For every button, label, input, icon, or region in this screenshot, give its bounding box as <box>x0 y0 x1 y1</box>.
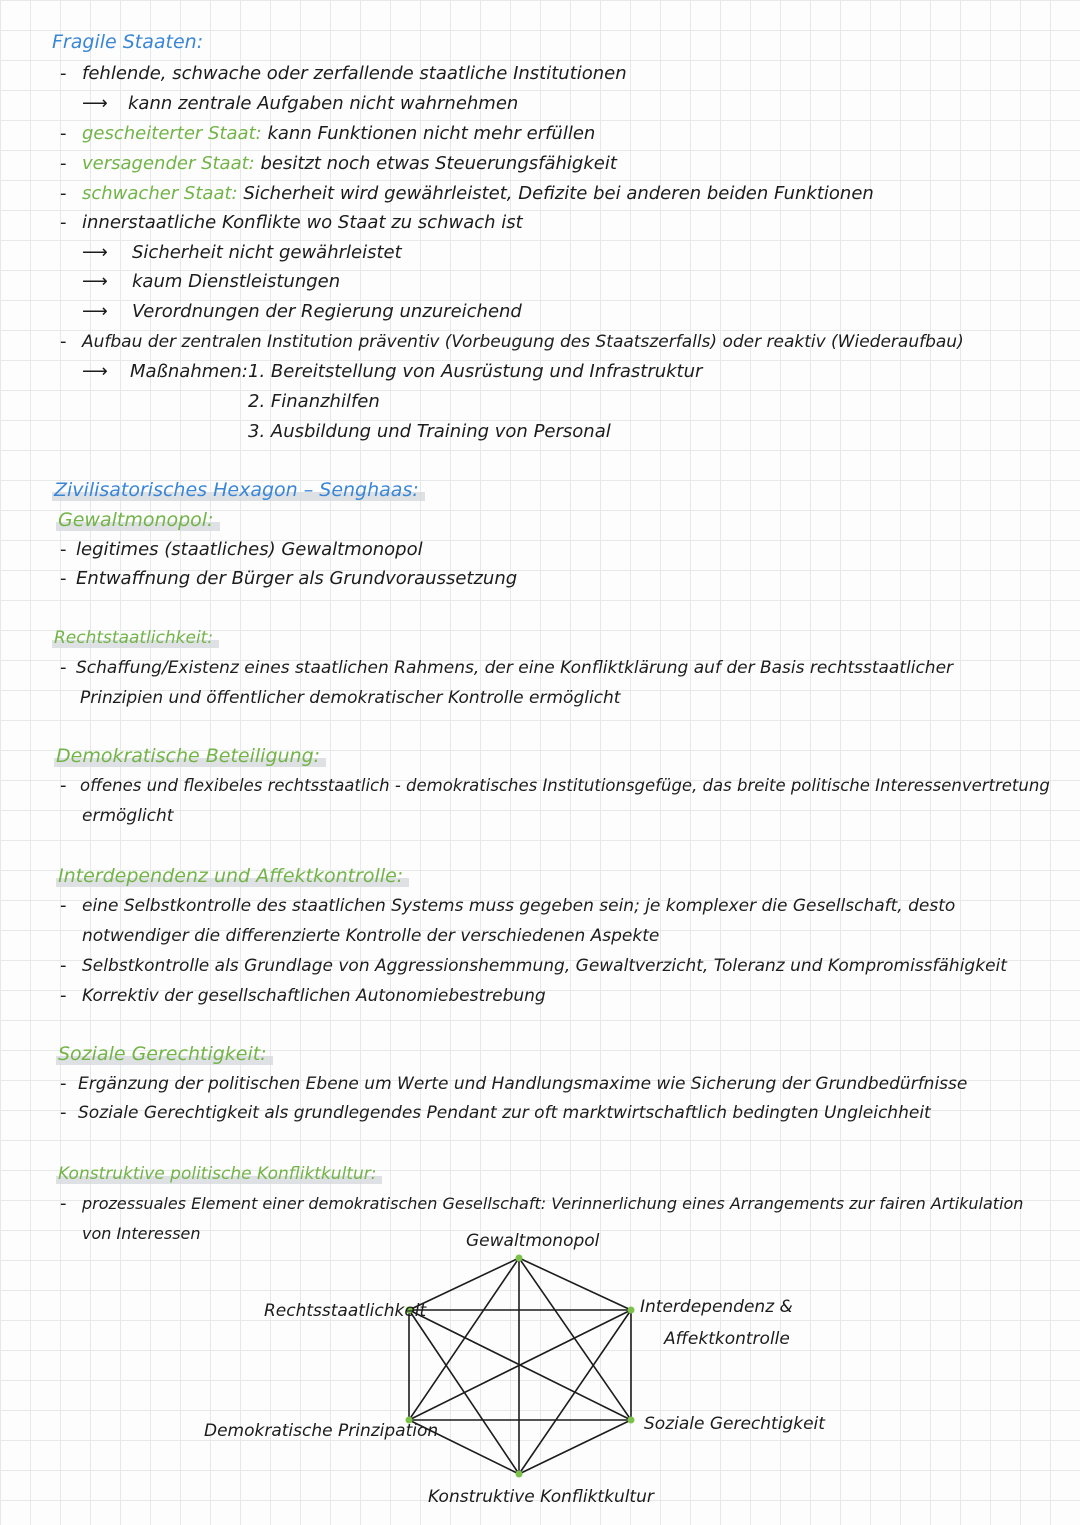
hexagon-node-top <box>516 1255 523 1262</box>
arrow-icon: ⟶ <box>82 242 108 263</box>
hexagon-connection-14 <box>409 1310 519 1474</box>
arrow-icon: ⟶ <box>82 93 108 114</box>
node-label-upper-right-2: Affektkontrolle <box>664 1329 790 1349</box>
list-item: schwacher Staat: Sicherheit wird gewährleistet, Defizite bei anderen beiden Funktionen <box>82 183 874 204</box>
section-title-gewalt: Gewaltmonopol: <box>56 508 220 532</box>
list-item: gescheiterter Staat: kann Funktionen nicht mehr erfüllen <box>82 123 596 144</box>
list-item: Prinzipien und öffentlicher demokratischer Kontrolle ermöglicht <box>80 688 621 708</box>
hexagon-title: Zivilisatorisches Hexagon – Senghaas: <box>52 478 425 502</box>
hexagon-connection-10 <box>519 1420 631 1474</box>
term: versagender Staat: <box>82 153 255 174</box>
hexagon-edges <box>409 1258 631 1474</box>
node-label-lower-right: Soziale Gerechtigkeit <box>644 1414 825 1434</box>
list-item: legitimes (staatliches) Gewaltmonopol <box>76 539 423 560</box>
list-item: 3. Ausbildung und Training von Personal <box>248 421 611 442</box>
section-title-konflikt: Konstruktive politische Konfliktkultur: <box>56 1162 382 1186</box>
hexagon-connection-4 <box>409 1258 519 1420</box>
notes-page: Fragile Staaten: - fehlende, schwache oder zerfallende staatliche Institutionen ⟶ kann zentrale Aufgaben nicht wahrnehmen - gescheiterter Staat: kann Funktionen nicht mehr erfüllen - versagender Staat: besitzt noch etwas Steuerungsfähigkeit - schwacher Staat: Sicherheit wird gewährleistet, Defizite bei anderen beiden Funktionen - innerstaatliche Konflikte wo Staat zu schwach ist ⟶ Sicherheit nicht gewährleistet ⟶ kaum Dienstleistungen ⟶ Verordnungen der Regierung unzureichend - Aufbau der zentralen Institution präventiv (Vorbeugung des Staatszerfalls) oder reaktiv (Wiederaufbau) ⟶ Maßnahmen: 1. Bereitstellung von Ausrüstung und Infrastruktur 2. Finanzhilfen 3. Ausbildung und Training von Personal Zivilisatorisches Hexagon – Senghaas: Gewaltmonopol: - legitimes (staatliches) Gewaltmonopol - Entwaffnung der Bürger als Grundvoraussetzung Rechtstaatlichkeit: - Schaffung/Existenz eines staatlichen Rahmens, der eine Konfliktklärung auf der Basis rechtsstaatlicher Prinzipien und öffentlicher demokratischer Kontrolle ermöglicht Demokratische Beteiligung: - offenes und flexibeles rechtsstaatlich - demokratisches Institutionsgefüge, das breite politische Interessenvertretung ermöglicht Interdependenz und Affektkontrolle: - eine Selbstkontrolle des staatlichen Systems muss gegeben sein; je komplexer die Gesellschaft, desto notwendiger die differenzierte Kontrolle der verschiedenen Aspekte - Selbstkontrolle als Grundlage von Aggressionshemmung, Gewaltverzicht, Toleranz und Kompromissfähigkeit - Korrektiv der gesellschaftlichen Autonomiebestrebung Soziale Gerechtigkeit: - Ergänzung der politischen Ebene um Werte und Handlungsmaxime wie Sicherung der Grundbedürfnisse - Soziale Gerechtigkeit als grundlegendes Pendant zur oft marktwirtschaftlich bedingten Ungleichheit Konstruktive politische Konfliktkultur: - prozessuales Element einer demokratischen Gesellschaft: Verinnerlichung eines Arrangements zur fairen Artikulation von Interessen Gewaltmonopol Rechtsstaatlichkeit Interdependenz & Affektkontrolle Demokratische Prinzipation Soziale Gerechtigkeit Konstruktive Konfliktkultur <box>0 0 1080 1525</box>
list-item: Verordnungen der Regierung unzureichend <box>132 301 522 322</box>
list-item: Sicherheit nicht gewährleistet <box>132 242 402 263</box>
section-title-sozial: Soziale Gerechtigkeit: <box>56 1042 273 1066</box>
hexagon-node-upper-right <box>628 1307 635 1314</box>
node-label-top: Gewaltmonopol <box>466 1231 600 1251</box>
list-item: ermöglicht <box>82 806 174 826</box>
term: schwacher Staat: <box>82 183 238 204</box>
arrow-icon: ⟶ <box>82 271 108 292</box>
list-item: Selbstkontrolle als Grundlage von Aggressionshemmung, Gewaltverzicht, Toleranz und Kompromissfähigkeit <box>82 956 1007 976</box>
term: gescheiterter Staat: <box>82 123 262 144</box>
list-item: Korrektiv der gesellschaftlichen Autonomiebestrebung <box>82 986 546 1006</box>
arrow-icon: ⟶ <box>82 361 108 382</box>
section-title-inter: Interdependenz und Affektkontrolle: <box>56 864 409 888</box>
section-title-recht: Rechtstaatlichkeit: <box>52 626 219 650</box>
list-item: kann zentrale Aufgaben nicht wahrnehmen <box>128 93 519 114</box>
list-item: Aufbau der zentralen Institution präventiv (Vorbeugung des Staatszerfalls) oder reaktiv (Wiederaufbau) <box>82 332 964 352</box>
list-item: 2. Finanzhilfen <box>248 391 380 412</box>
section-title-demo: Demokratische Beteiligung: <box>54 744 326 768</box>
list-item: kaum Dienstleistungen <box>132 271 341 292</box>
hexagon-connection-1 <box>519 1258 631 1310</box>
list-item: Soziale Gerechtigkeit als grundlegendes Pendant zur oft marktwirtschaftlich bedingten Ungleichheit <box>78 1103 931 1123</box>
list-item: fehlende, schwache oder zerfallende staatliche Institutionen <box>82 63 627 84</box>
list-item: offenes und flexibeles rechtsstaatlich - demokratisches Institutionsgefüge, das breite politische Interessenvertretung <box>80 776 1050 795</box>
measures-label: Maßnahmen: <box>130 361 248 382</box>
hexagon-connection-2 <box>519 1258 631 1420</box>
fragile-title: Fragile Staaten: <box>52 31 204 53</box>
arrow-icon: ⟶ <box>82 301 108 322</box>
list-item: eine Selbstkontrolle des staatlichen Systems muss gegeben sein; je komplexer die Gesellschaft, desto <box>82 896 956 916</box>
hexagon-node-lower-right <box>628 1417 635 1424</box>
list-item: Entwaffnung der Bürger als Grundvoraussetzung <box>76 568 518 589</box>
hexagon-nodes <box>406 1255 635 1478</box>
list-item: innerstaatliche Konflikte wo Staat zu schwach ist <box>82 212 523 233</box>
hexagon-node-bottom <box>516 1471 523 1478</box>
node-label-upper-left: Rechtsstaatlichkeit <box>264 1301 427 1321</box>
node-label-bottom: Konstruktive Konfliktkultur <box>428 1487 654 1507</box>
list-item: 1. Bereitstellung von Ausrüstung und Infrastruktur <box>248 361 703 382</box>
list-item: Ergänzung der politischen Ebene um Werte und Handlungsmaxime wie Sicherung der Grundbedürfnisse <box>78 1074 968 1094</box>
list-item: von Interessen <box>82 1224 201 1243</box>
list-item: notwendiger die differenzierte Kontrolle der verschiedenen Aspekte <box>82 926 660 946</box>
list-item: versagender Staat: besitzt noch etwas Steuerungsfähigkeit <box>82 153 617 174</box>
list-item: prozessuales Element einer demokratischen Gesellschaft: Verinnerlichung eines Arrangements zur fairen Artikulation <box>82 1194 1024 1213</box>
list-item: Schaffung/Existenz eines staatlichen Rahmens, der eine Konfliktklärung auf der Basis rechtsstaatlicher <box>76 658 954 678</box>
node-label-upper-right: Interdependenz & <box>640 1297 793 1317</box>
node-label-lower-left: Demokratische Prinzipation <box>204 1421 439 1441</box>
